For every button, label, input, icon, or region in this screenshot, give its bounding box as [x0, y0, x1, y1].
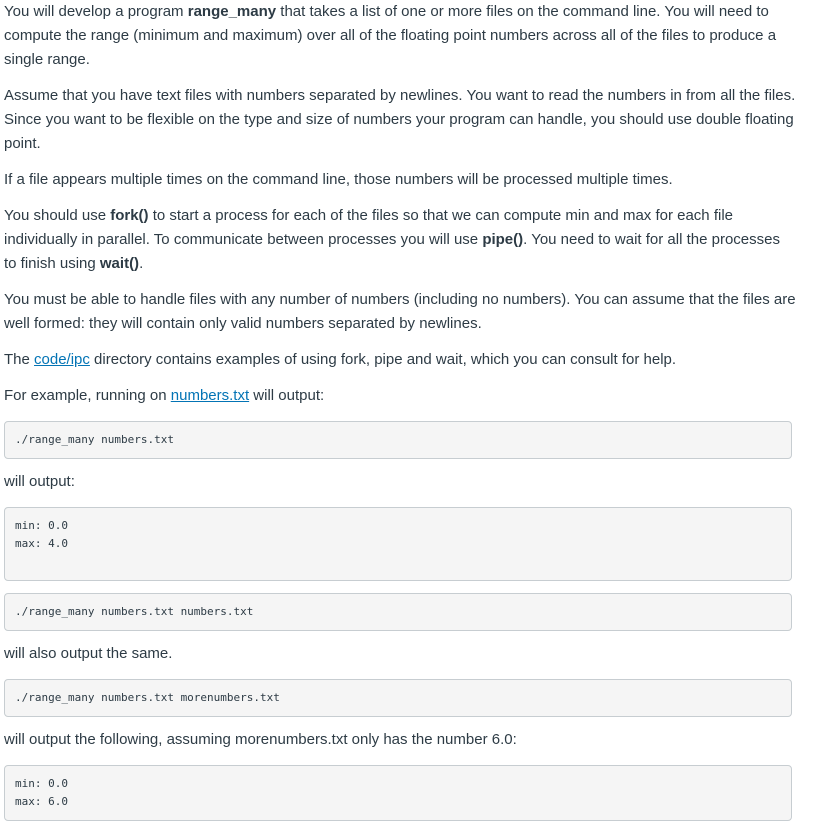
text: to start a process for each of the files so that we can compute min and max for each file individually in parallel. To communicate between processes you will use: [4, 207, 733, 248]
file-handling-paragraph: You must be able to handle files with any number of numbers (including no numbers). You can assume that the files are well formed: they will contain only valid numbers separated by newlines.: [4, 291, 796, 332]
text: directory contains examples of using fork, pipe and wait, which you can consult for help.: [89, 351, 677, 368]
wait-keyword: wait(): [99, 255, 140, 272]
output-label-paragraph: will output:: [4, 473, 75, 490]
input-format-paragraph: Assume that you have text files with numbers separated by newlines. You want to read the numbers in from all the files. Since you want to be flexible on the type and size of numbers your program can handle, you should use double floating point.: [4, 87, 796, 152]
pipe-keyword: pipe(): [482, 231, 524, 248]
process-paragraph: [4, 204, 796, 276]
code-line: ./range_many numbers.txt: [15, 433, 174, 446]
text: You should use: [4, 207, 111, 224]
program-name: range_many: [187, 3, 277, 20]
code-line: max: 4.0: [15, 537, 68, 550]
code-line: min: 0.0: [15, 519, 68, 532]
same-output-paragraph: will also output the same.: [4, 645, 173, 662]
following-output-paragraph: will output the following, assuming morenumbers.txt only has the number 6.0:: [4, 731, 517, 748]
example-intro-paragraph: [4, 384, 796, 408]
text: will output:: [249, 387, 325, 404]
fork-keyword: fork(): [110, 207, 149, 224]
code-line: max: 6.0: [15, 795, 68, 808]
code-line: ./range_many numbers.txt numbers.txt: [15, 605, 254, 618]
text: You will develop a program: [4, 3, 188, 20]
code-ipc-link[interactable]: code/ipc: [34, 351, 90, 368]
code-block-output-2: [4, 765, 792, 821]
code-line: min: 0.0: [15, 777, 68, 790]
code-block-output-1: [4, 507, 792, 581]
text: For example, running on: [4, 387, 171, 404]
code-line: ./range_many numbers.txt morenumbers.txt: [15, 691, 280, 704]
text: .: [139, 255, 144, 272]
text: that takes a list of one or more files on the command line. You will need to compute the range (minimum and maximum) over all of the floating point numbers across all of the files to produce a single range.: [4, 3, 777, 68]
code-block-command-2: [4, 593, 792, 631]
code-block-command-3: [4, 679, 792, 717]
numbers-txt-link[interactable]: numbers.txt: [170, 387, 250, 404]
text: The: [4, 351, 35, 368]
examples-paragraph: [4, 348, 796, 372]
code-block-command-1: [4, 421, 792, 459]
duplicate-files-paragraph: If a file appears multiple times on the command line, those numbers will be processed multiple times.: [4, 171, 673, 188]
text: . You need to wait for all the processes to finish using: [4, 231, 780, 272]
intro-paragraph: [4, 0, 796, 72]
